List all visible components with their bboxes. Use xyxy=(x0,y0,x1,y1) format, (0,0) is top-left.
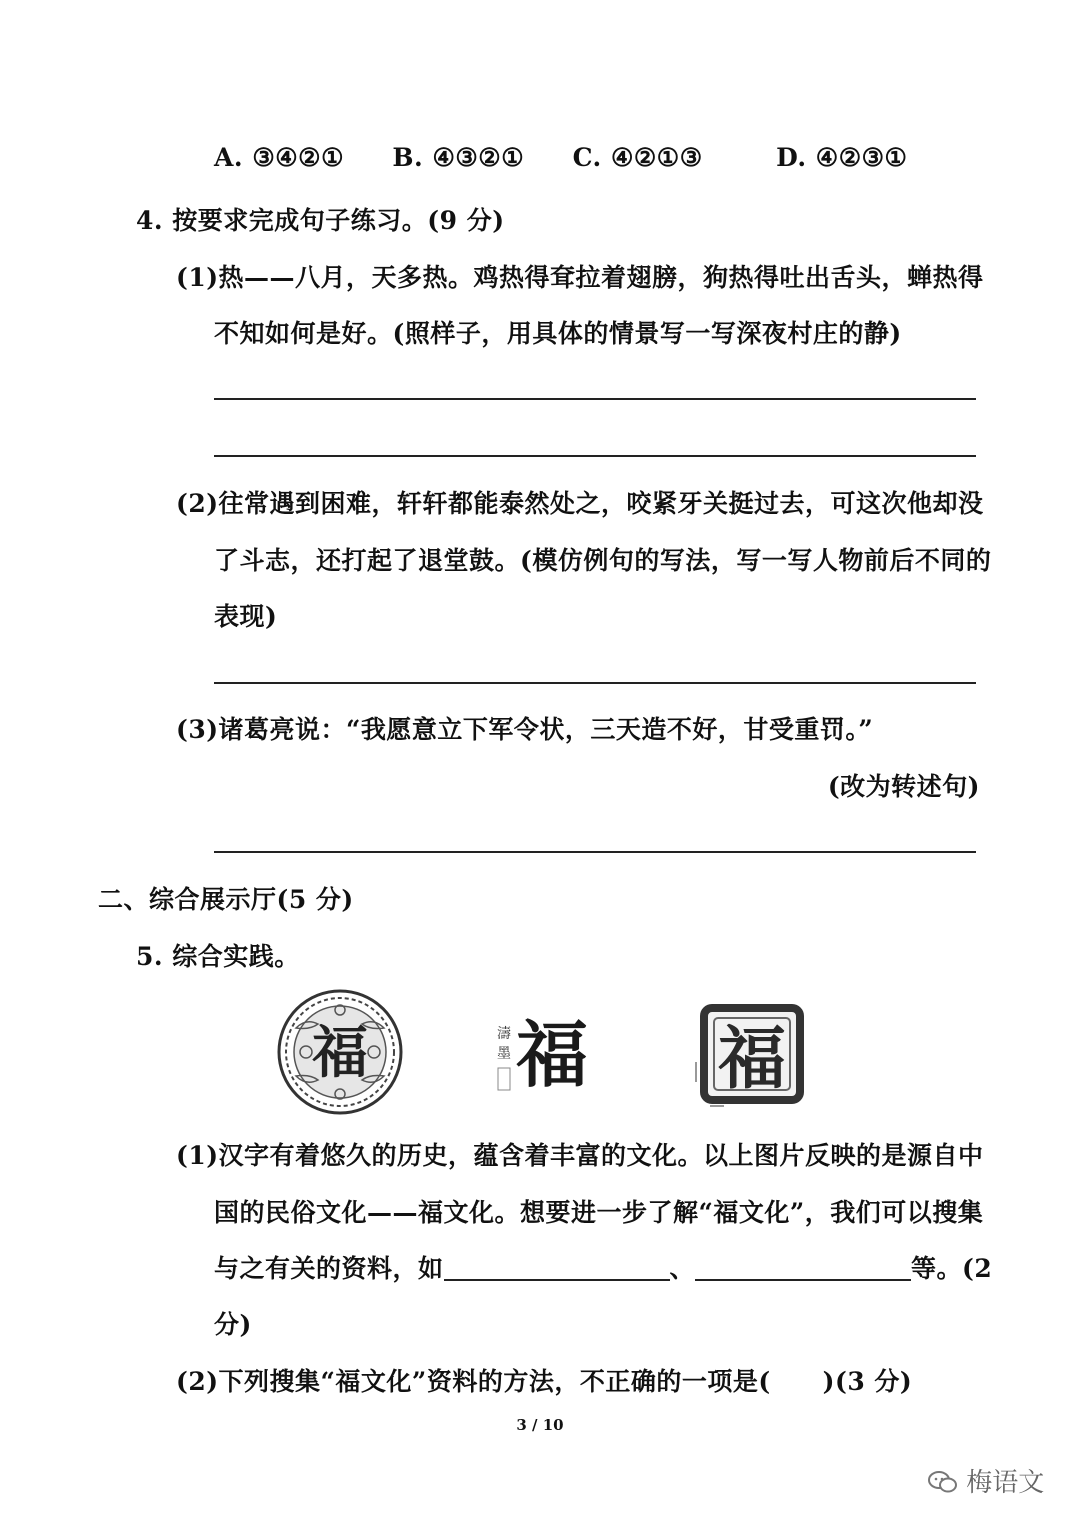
q4-part1-line2: 不知如何是好。(照样子，用具体的情景写一写深夜村庄的静) xyxy=(214,319,902,348)
page-number: 3 / 10 xyxy=(516,1416,564,1434)
watermark: 梅语文 xyxy=(928,1462,1044,1499)
q5-part1-line2: 国的民俗文化——福文化。想要进一步了解“福文化”，我们可以搜集 xyxy=(214,1198,984,1227)
q4-part3-note: (改为转述句) xyxy=(827,772,980,801)
svg-text:福: 福 xyxy=(717,1019,787,1099)
q4-title: 4. 按要求完成句子练习。(9 分) xyxy=(136,206,505,235)
q4-part2-line1: (2)往常遇到困难，轩轩都能泰然处之，咬紧牙关挺过去，可这次他却没 xyxy=(176,489,984,518)
q4-part2-line3: 表现) xyxy=(214,602,278,631)
fu-seal-image xyxy=(690,1002,806,1112)
svg-text:福: 福 xyxy=(312,1020,368,1086)
q5-part1-line1: (1)汉字有着悠久的历史，蕴含着丰富的文化。以上图片反映的是源自中 xyxy=(176,1141,984,1170)
q5-part1-line4: 分) xyxy=(214,1310,252,1339)
q4-part3-line1: (3)诸葛亮说：“我愿意立下军令状，三天造不好，甘受重罚。” xyxy=(176,715,874,744)
q4-part1-line1: (1)热——八月，天多热。鸡热得耷拉着翅膀，狗热得吐出舌头，蝉热得 xyxy=(176,263,984,292)
q4-part2-line2: 了斗志，还打起了退堂鼓。(模仿例句的写法，写一写人物前后不同的 xyxy=(214,546,992,575)
q5-title: 5. 综合实践。 xyxy=(136,942,300,971)
svg-text:墨: 墨 xyxy=(497,1046,511,1062)
q3-options xyxy=(214,143,907,172)
q5-part2-line1: (2)下列搜集“福文化”资料的方法，不正确的一项是( )(3 分) xyxy=(176,1367,913,1396)
fu-papercut-image xyxy=(276,988,404,1116)
answer-line[interactable] xyxy=(214,682,976,684)
fill-blank-2[interactable] xyxy=(695,1257,911,1281)
wechat-icon xyxy=(928,1470,958,1494)
option-c: C. ④②①③ xyxy=(572,143,703,172)
option-b: B. ④③②① xyxy=(392,143,525,172)
answer-line[interactable] xyxy=(214,851,976,853)
svg-text:福: 福 xyxy=(515,1012,589,1097)
answer-line[interactable] xyxy=(214,398,976,400)
q5-part1-line3: 与之有关的资料，如 、 等。(2 xyxy=(214,1254,993,1283)
fill-blank-1[interactable] xyxy=(444,1257,670,1281)
section-title: 二、综合展示厅(5 分) xyxy=(98,885,354,914)
answer-line[interactable] xyxy=(214,455,976,457)
fu-calligraphy-image xyxy=(494,1008,594,1098)
option-d: D. ④②③① xyxy=(776,143,908,172)
option-a: A. ③④②① xyxy=(214,143,344,172)
svg-text:濤: 濤 xyxy=(497,1026,511,1042)
